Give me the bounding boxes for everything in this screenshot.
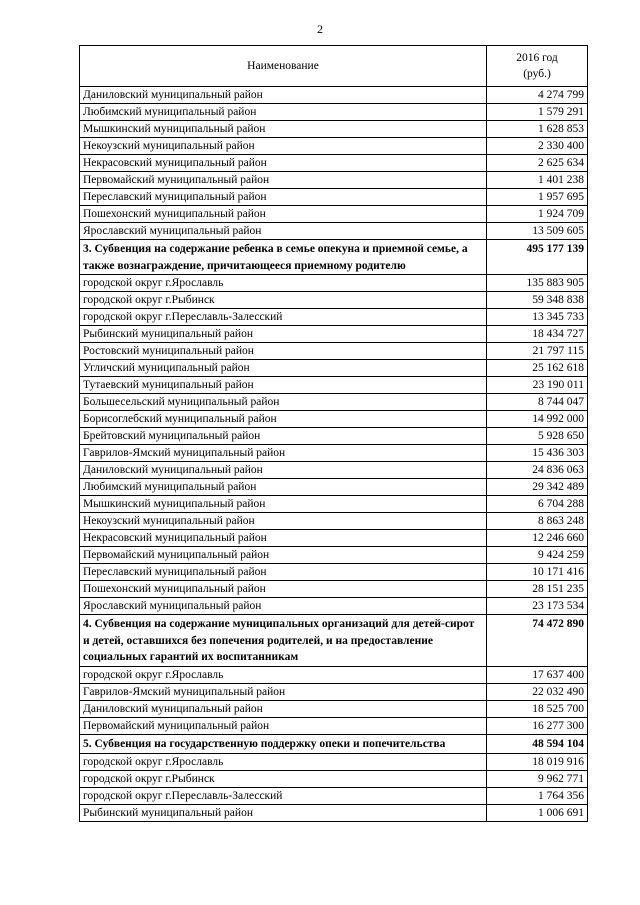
section-amount: 495 177 139 — [487, 240, 588, 275]
amount-cell: 23 173 534 — [487, 598, 588, 615]
amount-cell: 1 401 238 — [487, 172, 588, 189]
district-name: Первомайский муниципальный район — [80, 172, 487, 189]
table-header-row — [80, 46, 588, 87]
district-name: Тутаевский муниципальный район — [80, 377, 487, 394]
table-row — [80, 292, 588, 309]
table-row — [80, 275, 588, 292]
table-row — [80, 428, 588, 445]
amount-cell: 59 348 838 — [487, 292, 588, 309]
table-row — [80, 717, 588, 734]
district-name: Некоузский муниципальный район — [80, 513, 487, 530]
district-name: Ростовский муниципальный район — [80, 343, 487, 360]
column-header-year — [487, 46, 588, 87]
section-row — [80, 734, 588, 753]
district-name: Некоузский муниципальный район — [80, 138, 487, 155]
amount-cell: 18 434 727 — [487, 326, 588, 343]
district-name: городской округ г.Ярославль — [80, 666, 487, 683]
district-name: Мышкинский муниципальный район — [80, 121, 487, 138]
district-name: Первомайский муниципальный район — [80, 547, 487, 564]
district-name: Любимский муниципальный район — [80, 104, 487, 121]
table-row — [80, 377, 588, 394]
district-name: Угличский муниципальный район — [80, 360, 487, 377]
subvention-table — [79, 45, 588, 822]
district-name: Первомайский муниципальный район — [80, 717, 487, 734]
table-row — [80, 172, 588, 189]
district-name: Ярославский муниципальный район — [80, 598, 487, 615]
district-name: городской округ г.Ярославль — [80, 753, 487, 770]
district-name: Ярославский муниципальный район — [80, 223, 487, 240]
table-row — [80, 155, 588, 172]
table-row — [80, 787, 588, 804]
district-name: Некрасовский муниципальный район — [80, 530, 487, 547]
amount-cell: 28 151 235 — [487, 581, 588, 598]
district-name: Рыбинский муниципальный район — [80, 326, 487, 343]
table-row — [80, 189, 588, 206]
table-row — [80, 547, 588, 564]
column-header-unit: (руб.) — [523, 68, 551, 80]
table-row — [80, 104, 588, 121]
district-name: Гаврилов-Ямский муниципальный район — [80, 445, 487, 462]
amount-cell: 5 928 650 — [487, 428, 588, 445]
section-title: 5. Субвенция на государственную поддержку опеки и попечительства — [80, 734, 487, 753]
table-row — [80, 666, 588, 683]
amount-cell: 13 509 605 — [487, 223, 588, 240]
section-title: 4. Субвенция на содержание муниципальных организаций для детей-сирот и детей, оставшихся без попечения родителей, и на предоставление социальных гарантий их воспитанникам — [80, 615, 487, 667]
amount-cell: 4 274 799 — [487, 87, 588, 104]
amount-cell: 8 744 047 — [487, 394, 588, 411]
amount-cell: 6 704 288 — [487, 496, 588, 513]
district-name: городской округ г.Переславль-Залесский — [80, 787, 487, 804]
district-name: Большесельский муниципальный район — [80, 394, 487, 411]
table-row — [80, 309, 588, 326]
district-name: Гаврилов-Ямский муниципальный район — [80, 683, 487, 700]
amount-cell: 16 277 300 — [487, 717, 588, 734]
amount-cell: 1 006 691 — [487, 804, 588, 821]
section-amount: 74 472 890 — [487, 615, 588, 667]
district-name: Даниловский муниципальный район — [80, 87, 487, 104]
district-name: Брейтовский муниципальный район — [80, 428, 487, 445]
amount-cell: 10 171 416 — [487, 564, 588, 581]
amount-cell: 29 342 489 — [487, 479, 588, 496]
amount-cell: 18 019 916 — [487, 753, 588, 770]
table-row — [80, 683, 588, 700]
section-title: 3. Субвенция на содержание ребенка в семье опекуна и приемной семье, а также вознаграждение, причитающееся приемному родителю — [80, 240, 487, 275]
column-header-year-label: 2016 год — [516, 52, 558, 64]
section-row — [80, 615, 588, 667]
district-name: городской округ г.Переславль-Залесский — [80, 309, 487, 326]
table-row — [80, 343, 588, 360]
table-row — [80, 513, 588, 530]
amount-cell: 1 628 853 — [487, 121, 588, 138]
amount-cell: 9 424 259 — [487, 547, 588, 564]
district-name: Даниловский муниципальный район — [80, 462, 487, 479]
column-header-name: Наименование — [80, 46, 487, 87]
table-row — [80, 394, 588, 411]
table-row — [80, 121, 588, 138]
table-row — [80, 206, 588, 223]
district-name: Даниловский муниципальный район — [80, 700, 487, 717]
amount-cell: 2 330 400 — [487, 138, 588, 155]
amount-cell: 9 962 771 — [487, 770, 588, 787]
table-row — [80, 581, 588, 598]
amount-cell: 25 162 618 — [487, 360, 588, 377]
table-row — [80, 753, 588, 770]
district-name: городской округ г.Рыбинск — [80, 770, 487, 787]
table-row — [80, 462, 588, 479]
amount-cell: 23 190 011 — [487, 377, 588, 394]
amount-cell: 1 924 709 — [487, 206, 588, 223]
section-row — [80, 240, 588, 275]
amount-cell: 21 797 115 — [487, 343, 588, 360]
district-name: городской округ г.Ярославль — [80, 275, 487, 292]
amount-cell: 12 246 660 — [487, 530, 588, 547]
table-row — [80, 479, 588, 496]
table-row — [80, 138, 588, 155]
district-name: городской округ г.Рыбинск — [80, 292, 487, 309]
amount-cell: 1 957 695 — [487, 189, 588, 206]
district-name: Переславский муниципальный район — [80, 189, 487, 206]
district-name: Рыбинский муниципальный район — [80, 804, 487, 821]
section-amount: 48 594 104 — [487, 734, 588, 753]
table-row — [80, 496, 588, 513]
amount-cell: 8 863 248 — [487, 513, 588, 530]
amount-cell: 18 525 700 — [487, 700, 588, 717]
district-name: Борисоглебский муниципальный район — [80, 411, 487, 428]
table-row — [80, 360, 588, 377]
amount-cell: 13 345 733 — [487, 309, 588, 326]
amount-cell: 2 625 634 — [487, 155, 588, 172]
table-row — [80, 87, 588, 104]
table-row — [80, 700, 588, 717]
table-row — [80, 770, 588, 787]
district-name: Любимский муниципальный район — [80, 479, 487, 496]
district-name: Пошехонский муниципальный район — [80, 581, 487, 598]
amount-cell: 1 579 291 — [487, 104, 588, 121]
table-row — [80, 445, 588, 462]
table-row — [80, 598, 588, 615]
amount-cell: 22 032 490 — [487, 683, 588, 700]
page-number: 2 — [317, 22, 323, 36]
table-row — [80, 804, 588, 821]
amount-cell: 24 836 063 — [487, 462, 588, 479]
table-row — [80, 223, 588, 240]
amount-cell: 15 436 303 — [487, 445, 588, 462]
district-name: Пошехонский муниципальный район — [80, 206, 487, 223]
amount-cell: 17 637 400 — [487, 666, 588, 683]
table-row — [80, 411, 588, 428]
amount-cell: 14 992 000 — [487, 411, 588, 428]
table-row — [80, 530, 588, 547]
amount-cell: 135 883 905 — [487, 275, 588, 292]
district-name: Мышкинский муниципальный район — [80, 496, 487, 513]
district-name: Некрасовский муниципальный район — [80, 155, 487, 172]
table-body — [80, 87, 588, 822]
table-row — [80, 564, 588, 581]
district-name: Переславский муниципальный район — [80, 564, 487, 581]
amount-cell: 1 764 356 — [487, 787, 588, 804]
table-row — [80, 326, 588, 343]
